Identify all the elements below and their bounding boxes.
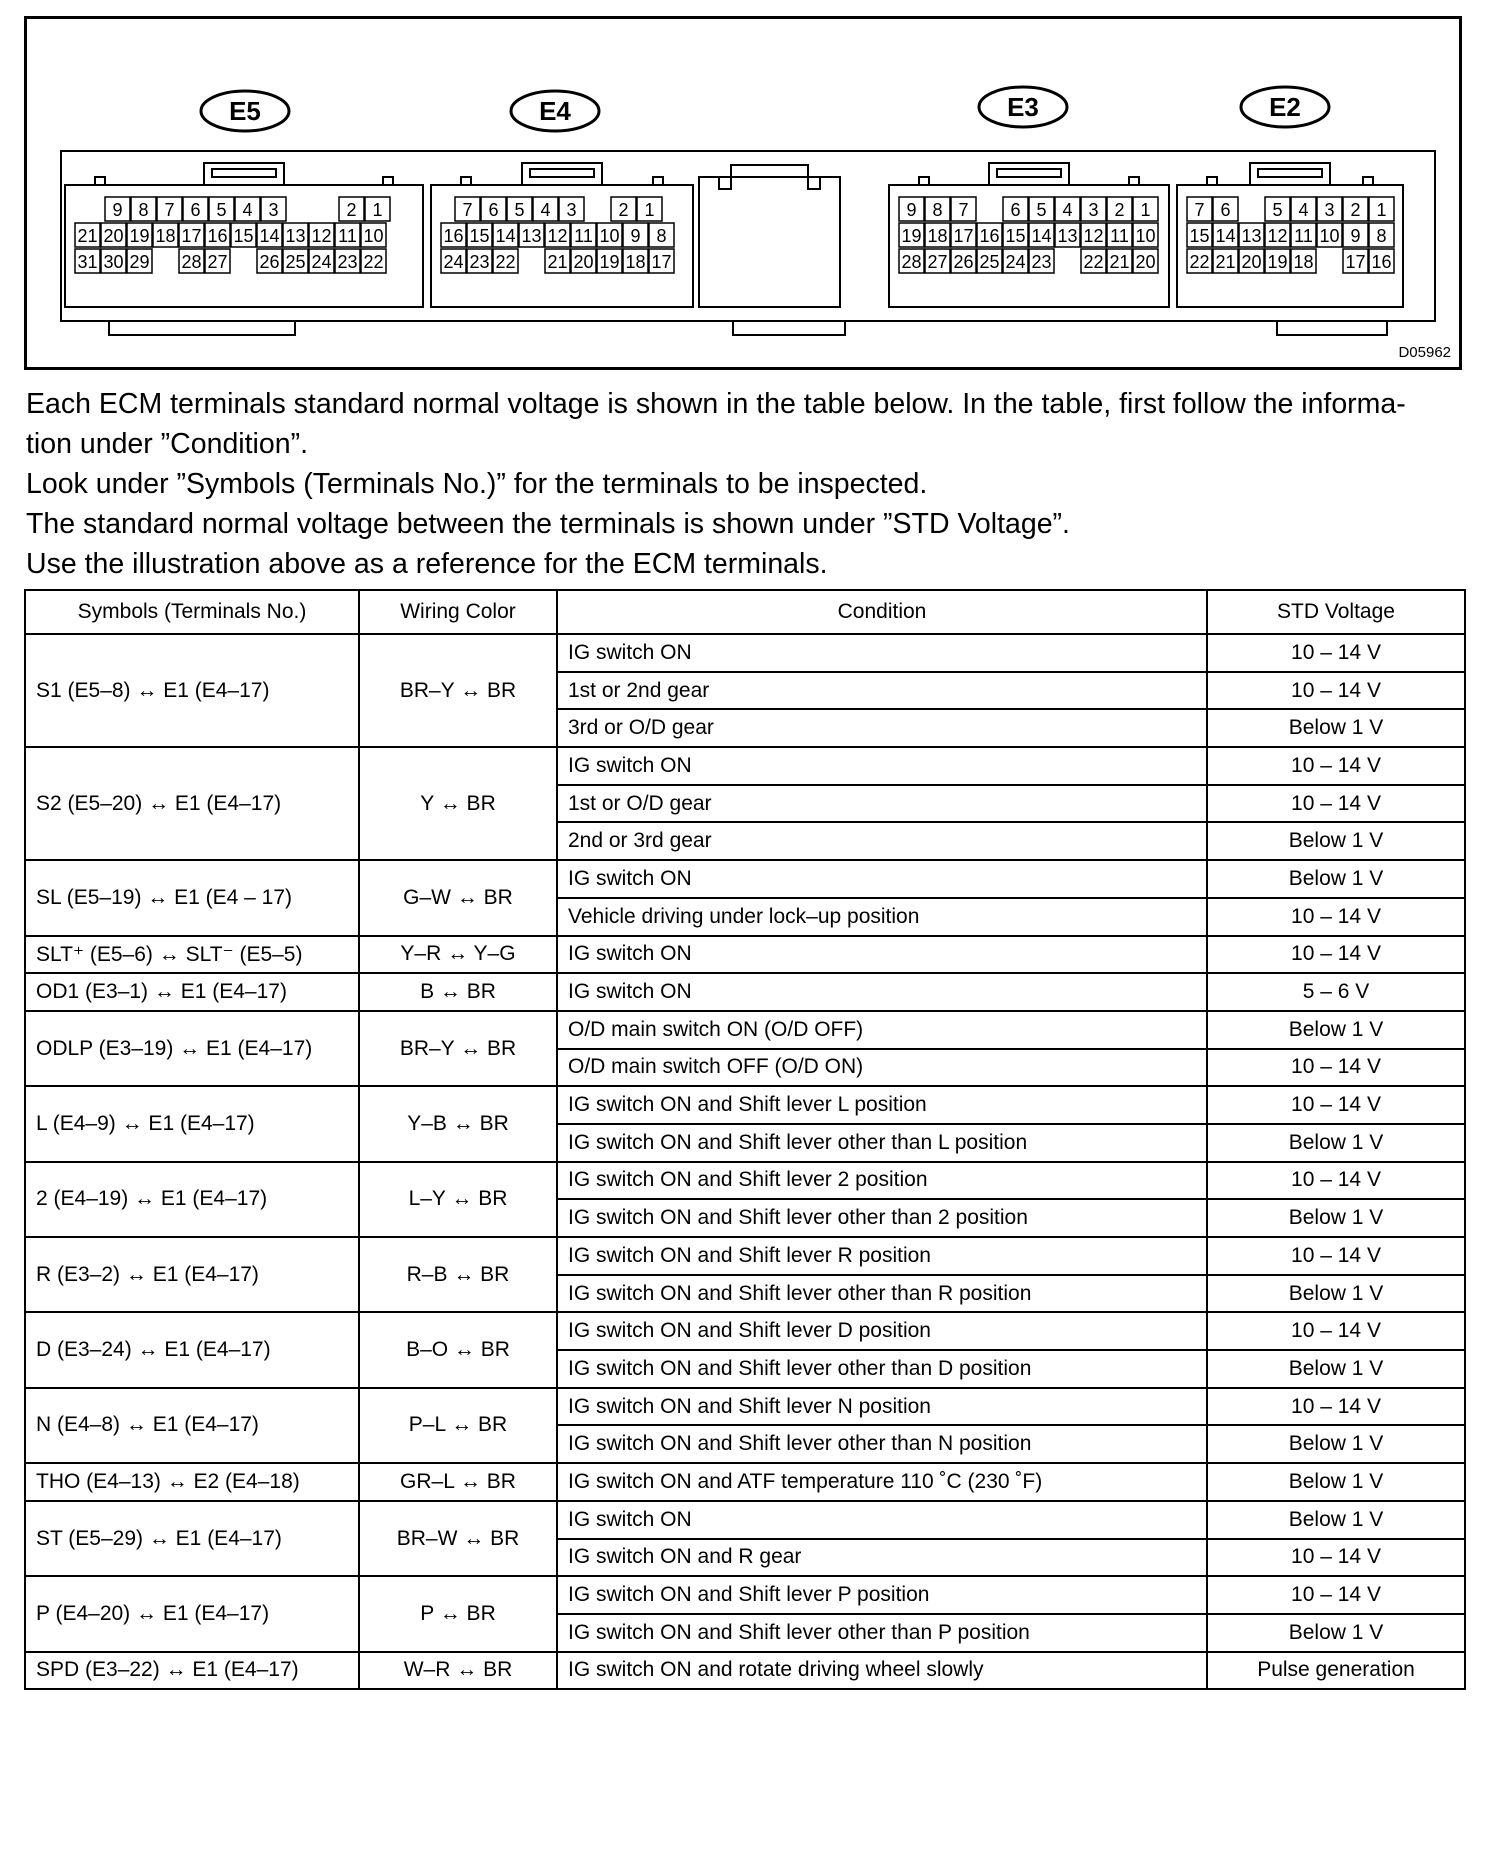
condition: IG switch ON	[557, 973, 1207, 1011]
terminal-number: 23	[469, 252, 490, 272]
intro-line-4: The standard normal voltage between the terminals is shown under ”STD Voltage”.	[26, 508, 1070, 540]
terminal-number: 2	[1350, 200, 1361, 220]
terminal-number: 17	[181, 226, 202, 246]
terminal-symbol: THO (E4–13) ↔ E2 (E4–18)	[25, 1463, 359, 1501]
std-voltage: Below 1 V	[1207, 1124, 1465, 1162]
terminal-number: 31	[77, 252, 98, 272]
std-voltage: 10 – 14 V	[1207, 1576, 1465, 1614]
std-voltage: Below 1 V	[1207, 709, 1465, 747]
header-wiring-color: Wiring Color	[359, 590, 557, 634]
std-voltage: 5 – 6 V	[1207, 973, 1465, 1011]
condition: IG switch ON and Shift lever other than P position	[557, 1614, 1207, 1652]
terminal-number: 9	[630, 226, 641, 246]
wiring-color: W–R ↔ BR	[359, 1652, 557, 1690]
connector-latch-slot	[1258, 169, 1322, 177]
std-voltage: 10 – 14 V	[1207, 1049, 1465, 1087]
terminal-symbol: OD1 (E3–1) ↔ E1 (E4–17)	[25, 973, 359, 1011]
ecm-connector-diagram	[27, 19, 1459, 367]
terminal-symbol: SLT⁺ (E5–6) ↔ SLT⁻ (E5–5)	[25, 936, 359, 974]
condition: 1st or 2nd gear	[557, 672, 1207, 710]
connector-latch-slot	[530, 169, 594, 177]
table-row	[25, 860, 1465, 898]
connector-key	[919, 177, 929, 185]
housing-tab	[733, 321, 845, 335]
std-voltage: 10 – 14 V	[1207, 634, 1465, 672]
wiring-color: B–O ↔ BR	[359, 1312, 557, 1387]
condition: IG switch ON and ATF temperature 110 ˚C (230 ˚F)	[557, 1463, 1207, 1501]
terminal-number: 27	[927, 252, 948, 272]
wiring-color: Y–R ↔ Y–G	[359, 936, 557, 974]
terminal-number: 12	[311, 226, 332, 246]
std-voltage: Below 1 V	[1207, 1501, 1465, 1539]
terminal-number: 20	[103, 226, 124, 246]
terminal-number: 28	[901, 252, 922, 272]
std-voltage: Below 1 V	[1207, 860, 1465, 898]
connector-key	[95, 177, 105, 185]
terminal-number: 21	[1215, 252, 1236, 272]
terminal-number: 1	[1140, 200, 1151, 220]
terminal-number: 14	[1215, 226, 1236, 246]
table-row	[25, 1388, 1465, 1426]
terminal-symbol: D (E3–24) ↔ E1 (E4–17)	[25, 1312, 359, 1387]
terminal-number: 30	[103, 252, 124, 272]
condition: IG switch ON	[557, 936, 1207, 974]
std-voltage: Below 1 V	[1207, 1199, 1465, 1237]
wiring-color: BR–Y ↔ BR	[359, 1011, 557, 1086]
terminal-number: 10	[1135, 226, 1156, 246]
connector-key	[461, 177, 471, 185]
housing-tab	[109, 321, 295, 335]
terminal-symbol: ODLP (E3–19) ↔ E1 (E4–17)	[25, 1011, 359, 1086]
table-row	[25, 747, 1465, 785]
wiring-color: BR–Y ↔ BR	[359, 634, 557, 747]
table-row	[25, 1011, 1465, 1049]
center-socket-frame	[699, 177, 840, 307]
std-voltage: 10 – 14 V	[1207, 1388, 1465, 1426]
terminal-number: 14	[1031, 226, 1052, 246]
condition: O/D main switch OFF (O/D ON)	[557, 1049, 1207, 1087]
condition: IG switch ON and Shift lever other than N position	[557, 1425, 1207, 1463]
terminal-number: 5	[514, 200, 525, 220]
terminal-symbol: P (E4–20) ↔ E1 (E4–17)	[25, 1576, 359, 1651]
terminal-number: 5	[1036, 200, 1047, 220]
connector-key	[1363, 177, 1373, 185]
terminal-number: 23	[1031, 252, 1052, 272]
std-voltage: 10 – 14 V	[1207, 1162, 1465, 1200]
table-header-row	[25, 590, 1465, 634]
condition: IG switch ON	[557, 860, 1207, 898]
wiring-color: P–L ↔ BR	[359, 1388, 557, 1463]
terminal-number: 13	[1057, 226, 1078, 246]
center-socket	[699, 165, 840, 307]
terminal-number: 26	[259, 252, 280, 272]
terminal-number: 7	[164, 200, 175, 220]
terminal-symbol: L (E4–9) ↔ E1 (E4–17)	[25, 1086, 359, 1161]
terminal-symbol: SL (E5–19) ↔ E1 (E4 – 17)	[25, 860, 359, 935]
terminal-number: 11	[1294, 226, 1313, 246]
table-row	[25, 1086, 1465, 1124]
terminal-number: 3	[1088, 200, 1099, 220]
header-condition: Condition	[557, 590, 1207, 634]
terminal-symbol: ST (E5–29) ↔ E1 (E4–17)	[25, 1501, 359, 1576]
std-voltage: Pulse generation	[1207, 1652, 1465, 1690]
terminal-number: 20	[1241, 252, 1262, 272]
terminal-number: 24	[311, 252, 332, 272]
table-row	[25, 1312, 1465, 1350]
connector-label: E5	[229, 96, 261, 126]
std-voltage: Below 1 V	[1207, 822, 1465, 860]
table-row	[25, 1162, 1465, 1200]
terminal-number: 22	[1189, 252, 1210, 272]
terminal-number: 13	[521, 226, 542, 246]
terminal-number: 17	[1345, 252, 1366, 272]
terminal-number: 12	[1267, 226, 1288, 246]
terminal-symbol: S1 (E5–8) ↔ E1 (E4–17)	[25, 634, 359, 747]
condition: 3rd or O/D gear	[557, 709, 1207, 747]
terminal-number: 10	[363, 226, 384, 246]
table-row	[25, 1463, 1465, 1501]
std-voltage: 10 – 14 V	[1207, 672, 1465, 710]
connector-latch	[204, 163, 284, 185]
terminal-symbol: S2 (E5–20) ↔ E1 (E4–17)	[25, 747, 359, 860]
terminal-number: 2	[1114, 200, 1125, 220]
header-std-voltage: STD Voltage	[1207, 590, 1465, 634]
terminal-number: 19	[1267, 252, 1288, 272]
terminal-number: 8	[1376, 226, 1387, 246]
condition: 2nd or 3rd gear	[557, 822, 1207, 860]
std-voltage: 10 – 14 V	[1207, 936, 1465, 974]
connector-latch	[1250, 163, 1330, 185]
std-voltage: Below 1 V	[1207, 1425, 1465, 1463]
terminal-number: 13	[285, 226, 306, 246]
std-voltage: Below 1 V	[1207, 1463, 1465, 1501]
std-voltage: 10 – 14 V	[1207, 747, 1465, 785]
condition: IG switch ON and Shift lever other than D position	[557, 1350, 1207, 1388]
terminal-number: 15	[233, 226, 254, 246]
wiring-color: G–W ↔ BR	[359, 860, 557, 935]
terminal-number: 1	[1376, 200, 1387, 220]
condition: IG switch ON and Shift lever other than L position	[557, 1124, 1207, 1162]
terminal-number: 16	[207, 226, 228, 246]
condition: IG switch ON and Shift lever other than 2 position	[557, 1199, 1207, 1237]
terminal-number: 28	[181, 252, 202, 272]
terminal-number: 17	[651, 252, 672, 272]
terminal-number: 1	[372, 200, 383, 220]
terminal-number: 18	[1293, 252, 1314, 272]
terminal-number: 15	[1189, 226, 1210, 246]
terminal-number: 8	[932, 200, 943, 220]
terminal-number: 7	[958, 200, 969, 220]
std-voltage: 10 – 14 V	[1207, 1539, 1465, 1577]
terminal-number: 16	[979, 226, 1000, 246]
terminal-number: 4	[1298, 200, 1309, 220]
terminal-number: 8	[656, 226, 667, 246]
terminal-number: 11	[574, 226, 593, 246]
wiring-color: GR–L ↔ BR	[359, 1463, 557, 1501]
terminal-number: 21	[1109, 252, 1130, 272]
terminal-number: 22	[495, 252, 516, 272]
terminal-number: 20	[1135, 252, 1156, 272]
condition: 1st or O/D gear	[557, 785, 1207, 823]
condition: IG switch ON and Shift lever L position	[557, 1086, 1207, 1124]
terminal-number: 18	[625, 252, 646, 272]
wiring-color: R–B ↔ BR	[359, 1237, 557, 1312]
terminal-number: 24	[1005, 252, 1026, 272]
terminal-number: 23	[337, 252, 358, 272]
condition: IG switch ON and rotate driving wheel slowly	[557, 1652, 1207, 1690]
intro-line-5: Use the illustration above as a reference for the ECM terminals.	[26, 548, 828, 580]
wiring-color: B ↔ BR	[359, 973, 557, 1011]
std-voltage: Below 1 V	[1207, 1275, 1465, 1313]
terminal-number: 25	[979, 252, 1000, 272]
connector-label: E4	[539, 96, 571, 126]
terminal-number: 29	[129, 252, 150, 272]
table-row	[25, 973, 1465, 1011]
intro-line-3: Look under ”Symbols (Terminals No.)” for the terminals to be inspected.	[26, 468, 928, 500]
terminal-number: 25	[285, 252, 306, 272]
housing-tab	[1277, 321, 1387, 335]
terminal-number: 15	[1005, 226, 1026, 246]
table-row	[25, 1501, 1465, 1539]
condition: IG switch ON and Shift lever D position	[557, 1312, 1207, 1350]
terminal-number: 9	[1350, 226, 1361, 246]
terminal-number: 4	[1062, 200, 1073, 220]
condition: O/D main switch ON (O/D OFF)	[557, 1011, 1207, 1049]
wiring-color: BR–W ↔ BR	[359, 1501, 557, 1576]
std-voltage: Below 1 V	[1207, 1614, 1465, 1652]
terminal-symbol: R (E3–2) ↔ E1 (E4–17)	[25, 1237, 359, 1312]
std-voltage: Below 1 V	[1207, 1011, 1465, 1049]
connector-key	[653, 177, 663, 185]
terminal-number: 21	[77, 226, 98, 246]
terminal-symbol: SPD (E3–22) ↔ E1 (E4–17)	[25, 1652, 359, 1690]
terminal-number: 5	[216, 200, 227, 220]
table-row	[25, 936, 1465, 974]
terminal-number: 20	[573, 252, 594, 272]
connector-latch	[989, 163, 1069, 185]
condition: IG switch ON and Shift lever P position	[557, 1576, 1207, 1614]
terminal-number: 3	[268, 200, 279, 220]
connector-latch-slot	[212, 169, 276, 177]
terminal-number: 17	[953, 226, 974, 246]
terminal-number: 27	[207, 252, 228, 272]
terminal-number: 7	[1194, 200, 1205, 220]
condition: Vehicle driving under lock–up position	[557, 898, 1207, 936]
terminal-number: 6	[190, 200, 201, 220]
intro-line-2: tion under ”Condition”.	[26, 428, 308, 460]
std-voltage: 10 – 14 V	[1207, 785, 1465, 823]
connector-latch	[522, 163, 602, 185]
terminal-number: 3	[1324, 200, 1335, 220]
terminal-number: 10	[599, 226, 620, 246]
std-voltage: 10 – 14 V	[1207, 1086, 1465, 1124]
terminal-number: 6	[488, 200, 499, 220]
terminal-number: 16	[1371, 252, 1392, 272]
terminal-number: 11	[1110, 226, 1129, 246]
terminal-number: 12	[1083, 226, 1104, 246]
std-voltage: 10 – 14 V	[1207, 898, 1465, 936]
condition: IG switch ON	[557, 634, 1207, 672]
table-row	[25, 1652, 1465, 1690]
connector-label: E2	[1269, 92, 1301, 122]
terminal-number: 9	[906, 200, 917, 220]
figure-id: D05962	[1398, 344, 1451, 361]
terminal-number: 4	[540, 200, 551, 220]
terminal-number: 18	[155, 226, 176, 246]
terminal-number: 2	[618, 200, 629, 220]
connector-key	[1207, 177, 1217, 185]
terminal-number: 4	[242, 200, 253, 220]
terminal-number: 18	[927, 226, 948, 246]
terminal-number: 14	[259, 226, 280, 246]
wiring-color: Y ↔ BR	[359, 747, 557, 860]
terminal-number: 16	[443, 226, 464, 246]
intro-line-1: Each ECM terminals standard normal voltage is shown in the table below. In the table, first follow the informa-	[26, 388, 1406, 420]
terminal-number: 8	[138, 200, 149, 220]
terminal-number: 22	[1083, 252, 1104, 272]
terminal-number: 1	[644, 200, 655, 220]
condition: IG switch ON	[557, 1501, 1207, 1539]
terminal-number: 2	[346, 200, 357, 220]
terminal-number: 19	[901, 226, 922, 246]
terminal-number: 12	[547, 226, 568, 246]
connector-illustration	[24, 16, 1462, 370]
wiring-color: L–Y ↔ BR	[359, 1162, 557, 1237]
terminal-number: 5	[1272, 200, 1283, 220]
terminal-number: 14	[495, 226, 516, 246]
terminal-symbol: 2 (E4–19) ↔ E1 (E4–17)	[25, 1162, 359, 1237]
terminal-number: 13	[1241, 226, 1262, 246]
condition: IG switch ON and Shift lever 2 position	[557, 1162, 1207, 1200]
terminal-number: 19	[599, 252, 620, 272]
terminal-number: 9	[112, 200, 123, 220]
condition: IG switch ON and R gear	[557, 1539, 1207, 1577]
terminal-voltage-table	[24, 589, 1466, 1690]
terminal-symbol: N (E4–8) ↔ E1 (E4–17)	[25, 1388, 359, 1463]
condition: IG switch ON and Shift lever other than R position	[557, 1275, 1207, 1313]
wiring-color: P ↔ BR	[359, 1576, 557, 1651]
intro-text	[26, 384, 1466, 584]
header-symbols: Symbols (Terminals No.)	[25, 590, 359, 634]
wiring-color: Y–B ↔ BR	[359, 1086, 557, 1161]
terminal-number: 26	[953, 252, 974, 272]
terminal-number: 3	[566, 200, 577, 220]
terminal-number: 22	[363, 252, 384, 272]
terminal-number: 7	[462, 200, 473, 220]
connector-latch-slot	[997, 169, 1061, 177]
condition: IG switch ON and Shift lever N position	[557, 1388, 1207, 1426]
std-voltage: 10 – 14 V	[1207, 1312, 1465, 1350]
terminal-number: 6	[1010, 200, 1021, 220]
table-row	[25, 1576, 1465, 1614]
table-row	[25, 1237, 1465, 1275]
condition: IG switch ON and Shift lever R position	[557, 1237, 1207, 1275]
connector-key	[1129, 177, 1139, 185]
condition: IG switch ON	[557, 747, 1207, 785]
terminal-number: 6	[1220, 200, 1231, 220]
terminal-number: 21	[547, 252, 568, 272]
std-voltage: Below 1 V	[1207, 1350, 1465, 1388]
connector-label: E3	[1007, 92, 1039, 122]
std-voltage: 10 – 14 V	[1207, 1237, 1465, 1275]
connector-key	[383, 177, 393, 185]
terminal-number: 15	[469, 226, 490, 246]
table-body	[25, 634, 1465, 1689]
terminal-number: 19	[129, 226, 150, 246]
table-row	[25, 634, 1465, 672]
terminal-number: 24	[443, 252, 464, 272]
terminal-number: 10	[1319, 226, 1340, 246]
terminal-number: 11	[338, 226, 357, 246]
